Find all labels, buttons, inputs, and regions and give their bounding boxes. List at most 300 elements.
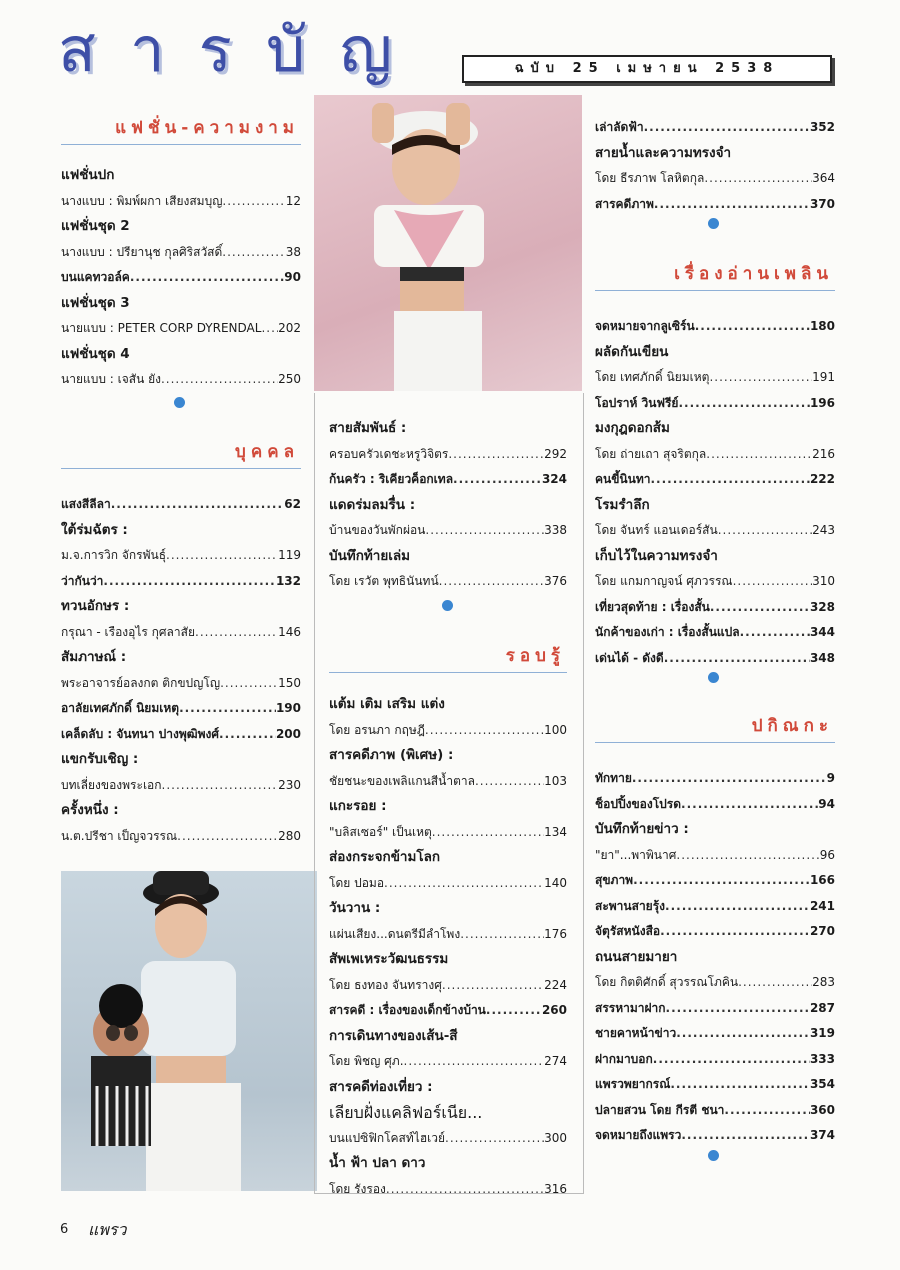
toc-entry xyxy=(595,843,835,869)
dot-leader xyxy=(386,1177,544,1203)
section-header-people xyxy=(61,436,301,469)
toc-entry xyxy=(329,518,567,544)
toc-entry xyxy=(595,569,835,595)
toc-entry-title: โดย รังรอง xyxy=(329,1181,386,1196)
toc-heading xyxy=(61,214,301,240)
section-header-fashion xyxy=(61,112,301,145)
toc-page-number: 100 xyxy=(544,722,567,737)
toc-entry-title: แพรวพยากรณ์ xyxy=(595,1077,671,1091)
page-title: สารบัญ xyxy=(58,13,427,86)
toc-entry-title: โดย ถ่ายเถา สุจริตกุล xyxy=(595,446,707,461)
toc-heading xyxy=(595,544,835,570)
dot-leader xyxy=(738,970,812,996)
toc-entry-title: เลียบฝั่งแคลิฟอร์เนีย... xyxy=(329,1103,483,1122)
toc-entry-title: โดย อรนภา กฤษฎี xyxy=(329,722,425,737)
dot-leader xyxy=(654,192,810,218)
bullet-dot xyxy=(708,672,719,683)
toc-heading xyxy=(329,794,567,820)
toc-page-number: 354 xyxy=(809,1077,835,1091)
toc-heading xyxy=(595,766,835,792)
toc-entry xyxy=(329,1126,567,1152)
toc-entry xyxy=(329,442,567,468)
toc-entry-title: โดย จันทร์ แอนเดอร์สัน xyxy=(595,523,718,537)
toc-page-number: 190 xyxy=(275,701,301,715)
toc-page-number: 344 xyxy=(809,625,835,639)
toc-entry-title: สะพานสายรุ้ง xyxy=(595,898,666,913)
toc-entry-title: ครอบครัวเดชะหรูวิจิตร xyxy=(329,446,449,461)
toc-heading xyxy=(61,265,301,291)
toc-heading xyxy=(61,722,301,748)
section-header-knowledge xyxy=(329,640,567,673)
dot-leader xyxy=(130,265,284,291)
dot-leader xyxy=(432,820,544,846)
toc-entry xyxy=(61,773,301,799)
toc-heading xyxy=(61,798,301,824)
toc-entry-title: เล่าลัดฟ้า xyxy=(595,120,644,134)
toc-page-number: 216 xyxy=(812,446,835,461)
dot-leader xyxy=(222,240,285,266)
toc-heading xyxy=(595,868,835,894)
toc-entry xyxy=(595,166,835,192)
toc-entry-title: บันทึกท้ายเล่ม xyxy=(329,547,411,564)
dot-leader xyxy=(632,766,827,792)
toc-entry-title: การเดินทางของเส้น-สี xyxy=(329,1027,458,1044)
section-header-stories xyxy=(595,258,835,291)
toc-page-number: 280 xyxy=(278,828,301,843)
toc-entry-title: "ยา"...พาพินาศ xyxy=(595,847,677,862)
dot-leader xyxy=(676,1021,810,1047)
toc-page-number: 370 xyxy=(809,196,835,211)
toc-page-number: 94 xyxy=(818,796,835,811)
dot-leader xyxy=(681,792,818,818)
toc-entry-title: สารคดีภาพ xyxy=(595,196,654,211)
toc-entry-title: โดย ธงทอง จันทรางศุ xyxy=(329,977,442,992)
toc-entry xyxy=(329,1100,567,1126)
toc-entry-title: นายแบบ : เจสัน ยัง xyxy=(61,372,161,386)
toc-entry-title: โดย กิตติศักดิ์ สุวรรณโภคิน xyxy=(595,975,739,989)
toc-page-number: 292 xyxy=(544,446,567,461)
toc-heading xyxy=(329,743,567,769)
toc-entry-title: สายสัมพันธ์ : xyxy=(329,420,407,436)
toc-entry-title: สายน้ำและความทรงจำ xyxy=(595,144,732,161)
toc-entry-title: จดหมายจากลูเซิร์น xyxy=(595,319,695,333)
toc-entry-title: นางแบบ : พิมพ์ผกา เสียงสมบุญ xyxy=(61,193,223,208)
toc-entry-title: แสงสีลีลา xyxy=(61,497,111,511)
toc-entry-title: ชัยชนะของเพลิแกนสีน้ำตาล xyxy=(329,773,475,788)
dot-leader xyxy=(651,467,810,493)
dot-leader xyxy=(453,467,542,493)
toc-heading xyxy=(595,1021,835,1047)
toc-page-number: 374 xyxy=(809,1128,835,1142)
model-doll-illustration xyxy=(61,871,317,1191)
toc-heading xyxy=(61,492,301,518)
dot-leader xyxy=(220,671,278,697)
toc-page-number: 333 xyxy=(809,1051,835,1066)
toc-entry-title: จัตุรัสหนังสือ xyxy=(595,924,661,938)
dot-leader xyxy=(653,1047,810,1073)
toc-page-number: 62 xyxy=(284,497,301,511)
toc-page-number: 230 xyxy=(278,777,301,792)
toc-entry xyxy=(329,820,567,846)
dot-leader xyxy=(162,773,279,799)
toc-entry-title: ปลายสวน โดย กีรตี ชนา xyxy=(595,1102,725,1117)
dot-leader xyxy=(179,696,276,722)
toc-heading xyxy=(329,467,567,493)
toc-list-right-top xyxy=(595,115,835,217)
toc-entry-title: โรมรำลึก xyxy=(595,496,650,513)
toc-entry-title: บ้านของวันพักผ่อน xyxy=(329,523,426,537)
dot-leader xyxy=(633,868,810,894)
toc-heading xyxy=(61,594,301,620)
toc-entry-title: สัพเพเหระวัฒนธรรม xyxy=(329,951,449,967)
toc-entry-title: ทวนอักษร : xyxy=(61,598,130,614)
toc-page-number: 134 xyxy=(544,824,567,839)
dot-leader xyxy=(724,1098,810,1124)
toc-entry-title: บทเลี่ยงของพระเอก xyxy=(61,777,162,792)
dot-leader xyxy=(710,595,810,621)
toc-entry-title: โอปราห์ วินฟรีย์ xyxy=(595,395,679,410)
toc-heading xyxy=(329,493,567,519)
toc-page-number: 352 xyxy=(809,120,835,134)
toc-page-number: 38 xyxy=(285,244,301,259)
dot-leader xyxy=(161,367,278,393)
toc-page-number: 196 xyxy=(809,395,835,410)
toc-page-number: 146 xyxy=(278,624,301,639)
toc-page-number: 90 xyxy=(284,270,301,284)
toc-entry-title: แต้ม เติม เสริม แต่ง xyxy=(329,696,445,712)
toc-heading xyxy=(595,919,835,945)
toc-page-number: 360 xyxy=(809,1102,835,1117)
toc-entry-title: นายแบบ : PETER CORP DYRENDAL xyxy=(61,321,262,335)
section-title-stories: เรื่องอ่านเพลิน xyxy=(674,264,833,284)
toc-entry xyxy=(61,543,301,569)
toc-page-number: 12 xyxy=(285,193,301,208)
toc-entry xyxy=(329,569,567,595)
toc-entry-title: ว่ากันว่า xyxy=(61,573,104,588)
toc-heading xyxy=(595,945,835,971)
toc-entry xyxy=(61,824,301,850)
dot-leader xyxy=(425,518,544,544)
dot-leader xyxy=(706,442,812,468)
model-cap-illustration xyxy=(314,95,582,391)
toc-heading xyxy=(595,391,835,417)
toc-entry xyxy=(329,769,567,795)
toc-page-number: 376 xyxy=(544,574,567,588)
toc-page-number: 270 xyxy=(809,924,835,938)
toc-page-number: 243 xyxy=(812,523,835,537)
toc-entry-title: ม.จ.การวิก จักรพันธุ์ xyxy=(61,548,167,562)
toc-entry-title: น้ำ ฟ้า ปลา ดาว xyxy=(329,1155,426,1171)
dot-leader xyxy=(704,166,812,192)
toc-heading xyxy=(329,1075,567,1101)
toc-heading xyxy=(595,620,835,646)
toc-entry-title: เคล็ดลับ : จันทนา ปางพุฒิพงศ์ xyxy=(61,726,220,741)
toc-heading xyxy=(595,141,835,167)
footer-magazine-logo: แพรว xyxy=(88,1220,127,1239)
toc-page-number: 96 xyxy=(819,847,835,862)
toc-entry-title: สุขภาพ xyxy=(595,873,634,887)
dot-leader xyxy=(442,973,544,999)
toc-list-misc xyxy=(595,766,835,1149)
toc-entry xyxy=(595,970,835,996)
toc-entry-title: แฟชั่นชุด 2 xyxy=(61,218,130,234)
toc-entry-title: แดดร่มลมรื่น : xyxy=(329,496,416,513)
toc-page-number: 119 xyxy=(278,548,301,562)
bullet-dot xyxy=(708,1150,719,1161)
toc-entry-title: ฝากมาบอก xyxy=(595,1051,653,1066)
bullet-dot xyxy=(174,397,185,408)
toc-heading xyxy=(329,896,567,922)
toc-page-number: 9 xyxy=(826,771,835,785)
toc-entry-title: สารคดี : เรื่องของเด็กข้างบ้าน xyxy=(329,1003,486,1017)
toc-entry-title: ถนนสายมายา xyxy=(595,948,678,965)
toc-entry-title: ก้นครัว : ริเคียวค็อกเทล xyxy=(329,472,454,486)
toc-entry-title: ทักทาย xyxy=(595,771,632,785)
toc-heading xyxy=(329,1151,567,1177)
toc-entry-title: "บลิสเซอร์" เป็นเหตุ xyxy=(329,824,432,839)
toc-heading xyxy=(329,1024,567,1050)
toc-heading xyxy=(595,192,835,218)
toc-page-number: 319 xyxy=(809,1026,835,1040)
toc-entry-title: โดย ธีรภาพ โลหิตกุล xyxy=(595,171,705,185)
toc-entry-title: สัมภาษณ์ : xyxy=(61,649,127,665)
bullet-dot xyxy=(708,218,719,229)
toc-entry-title: พระอาจารย์อลงกต ติกขปญโญ xyxy=(61,675,221,690)
toc-entry xyxy=(595,518,835,544)
toc-entry xyxy=(329,871,567,897)
toc-heading xyxy=(61,163,301,189)
toc-page-number: 191 xyxy=(812,370,835,384)
toc-page-number: 250 xyxy=(278,372,301,386)
toc-entry-title: กรุณา - เรืองอุไร กุศลาสัย xyxy=(61,624,195,639)
toc-list-people xyxy=(61,492,301,849)
toc-entry-title: น.ต.ปรีชา เป็ญจวรรณ xyxy=(61,828,178,843)
dot-leader xyxy=(660,919,810,945)
toc-page-number: 200 xyxy=(275,726,301,741)
toc-entry-title: โดย เทศภักดิ์ นิยมเหตุ xyxy=(595,370,710,384)
bullet-dot xyxy=(442,600,453,611)
toc-page-number: 274 xyxy=(544,1054,567,1068)
toc-entry-title: แฟชั่นชุด 4 xyxy=(61,345,130,362)
dot-leader xyxy=(644,115,810,141)
toc-heading xyxy=(329,544,567,570)
toc-entry-title: โดย แกมกาญจน์ ศุภวรรณ xyxy=(595,574,733,588)
toc-entry-title: อาลัยเทศภักดิ์ นิยมเหตุ xyxy=(61,701,180,715)
toc-entry-title: แกะรอย : xyxy=(329,798,387,814)
toc-entry-title: ช็อปปิ้งของโปรด xyxy=(595,796,682,811)
toc-entry xyxy=(61,240,301,266)
dot-leader xyxy=(445,1126,544,1152)
toc-entry xyxy=(61,671,301,697)
toc-entry-title: ผลัดกันเขียน xyxy=(595,343,669,360)
toc-entry xyxy=(329,973,567,999)
toc-entry-title: แฟชั่นชุด 3 xyxy=(61,294,130,311)
toc-entry-title: บนแปซิฟิกโคสท์ไฮเวย์ xyxy=(329,1130,446,1145)
toc-heading xyxy=(595,493,835,519)
toc-heading xyxy=(61,645,301,671)
toc-heading xyxy=(595,467,835,493)
section-title-people: บุคคล xyxy=(235,442,299,462)
dot-leader xyxy=(718,518,812,544)
toc-page-number: 140 xyxy=(544,875,567,890)
toc-entry-title: ชายคาหน้าข่าว xyxy=(595,1026,677,1040)
toc-heading xyxy=(61,747,301,773)
toc-heading xyxy=(329,692,567,718)
toc-entry-title: เก็บไว้ในความทรงจำ xyxy=(595,547,718,564)
toc-entry xyxy=(61,620,301,646)
toc-entry xyxy=(595,365,835,391)
toc-entry-title: แผ่นเสียง...ดนตรีมีลำโพง xyxy=(329,926,461,941)
dot-leader xyxy=(475,769,544,795)
dot-leader xyxy=(222,189,285,215)
section-title-fashion: แฟชั่น-ความงาม xyxy=(115,118,299,138)
toc-heading xyxy=(61,342,301,368)
toc-heading xyxy=(61,518,301,544)
toc-entry-title: แฟชั่นปก xyxy=(61,167,115,183)
toc-list-middle-top xyxy=(329,416,567,595)
toc-page-number: 283 xyxy=(812,975,835,989)
photo-model-with-cap xyxy=(314,95,582,391)
dot-leader xyxy=(425,718,544,744)
toc-page-number: 324 xyxy=(541,472,567,486)
section-header-misc xyxy=(595,710,835,743)
toc-page-number: 338 xyxy=(544,523,567,537)
toc-entry xyxy=(61,316,301,342)
toc-heading xyxy=(595,314,835,340)
toc-heading xyxy=(595,1047,835,1073)
toc-page-number: 348 xyxy=(809,650,835,665)
toc-entry xyxy=(329,1049,567,1075)
toc-entry xyxy=(329,922,567,948)
toc-page-number: 166 xyxy=(809,873,835,887)
toc-entry-title: เที่ยวสุดท้าย : เรื่องสั้น xyxy=(595,599,710,614)
toc-page-number: 180 xyxy=(809,319,835,333)
toc-entry xyxy=(329,718,567,744)
toc-page-number: 300 xyxy=(544,1130,567,1145)
toc-entry-title: นางแบบ : ปรียานุช กุลศิริสวัสดิ์ xyxy=(61,244,223,259)
toc-list-knowledge xyxy=(329,692,567,1202)
toc-heading xyxy=(595,340,835,366)
dot-leader xyxy=(665,894,810,920)
dot-leader xyxy=(664,646,810,672)
toc-page-number: 224 xyxy=(544,977,567,992)
toc-page-number: 202 xyxy=(278,321,301,335)
toc-heading xyxy=(595,1072,835,1098)
toc-entry-title: ครั้งหนึ่ง : xyxy=(61,802,119,818)
toc-entry xyxy=(329,1177,567,1203)
dot-leader xyxy=(219,722,276,748)
toc-entry-title: สรรหามาฝาก xyxy=(595,1000,666,1015)
photo-model-with-doll xyxy=(61,871,317,1191)
toc-entry-title: โดย เรวัต พุทธินันทน์ xyxy=(329,574,439,588)
issue-date-box: ฉบับ 25 เมษายน 2538 xyxy=(462,55,832,83)
toc-entry-title: จดหมายถึงแพรว xyxy=(595,1128,682,1142)
dot-leader xyxy=(384,871,544,897)
toc-entry xyxy=(61,189,301,215)
toc-entry-title: ส่องกระจกข้ามโลก xyxy=(329,849,441,865)
dot-leader xyxy=(111,492,285,518)
dot-leader xyxy=(177,824,278,850)
toc-entry-title: วันวาน : xyxy=(329,900,381,916)
toc-entry-title: สารคดีท่องเที่ยว : xyxy=(329,1078,433,1095)
toc-heading xyxy=(61,569,301,595)
dot-leader xyxy=(486,998,542,1024)
section-title-knowledge: รอบรู้ xyxy=(505,646,565,666)
toc-heading xyxy=(329,845,567,871)
toc-list-stories xyxy=(595,314,835,671)
toc-entry-title: นักค้าของเก่า : เรื่องสั้นแปล xyxy=(595,625,740,639)
toc-entry-title: คนขี้นินทา xyxy=(595,472,651,486)
toc-heading xyxy=(595,595,835,621)
toc-list-fashion xyxy=(61,163,301,393)
toc-page-number: 176 xyxy=(544,926,567,941)
toc-page-number: 150 xyxy=(278,675,301,690)
toc-heading xyxy=(595,646,835,672)
dot-leader xyxy=(404,1049,545,1075)
toc-heading xyxy=(329,947,567,973)
dot-leader xyxy=(681,1123,810,1149)
toc-entry-title: บนแคทวอล์ค xyxy=(61,270,130,284)
toc-entry-title: เด่นได้ - ดังดี xyxy=(595,650,664,665)
toc-heading xyxy=(329,998,567,1024)
toc-entry-title: โดย พิชญ ศุภ. xyxy=(329,1054,404,1068)
dot-leader xyxy=(740,620,810,646)
toc-heading xyxy=(595,115,835,141)
toc-entry-title: ใต้ร่มฉัตร : xyxy=(61,521,128,538)
toc-heading xyxy=(595,817,835,843)
toc-entry-title: แขกรับเชิญ : xyxy=(61,751,139,767)
dot-leader xyxy=(195,620,278,646)
toc-entry xyxy=(595,442,835,468)
toc-heading xyxy=(595,996,835,1022)
toc-entry-title: สารคดีภาพ (พิเศษ) : xyxy=(329,747,454,763)
toc-page-number: 316 xyxy=(544,1181,567,1196)
toc-page-number: 310 xyxy=(812,574,835,588)
dot-leader xyxy=(448,442,544,468)
toc-page-number: 241 xyxy=(809,898,835,913)
dot-leader xyxy=(695,314,810,340)
toc-entry-title: โดย ปอมอ xyxy=(329,875,385,890)
toc-heading xyxy=(595,1098,835,1124)
dot-leader xyxy=(670,1072,810,1098)
toc-entry-title: บันทึกท้ายข่าว : xyxy=(595,821,689,837)
dot-leader xyxy=(709,365,812,391)
toc-heading xyxy=(329,416,567,442)
dot-leader xyxy=(103,569,276,595)
dot-leader xyxy=(439,569,544,595)
dot-leader xyxy=(261,316,278,342)
toc-heading xyxy=(61,696,301,722)
dot-leader xyxy=(460,922,544,948)
dot-leader xyxy=(666,996,810,1022)
dot-leader xyxy=(733,569,813,595)
dot-leader xyxy=(676,843,819,869)
toc-page-number: 328 xyxy=(809,599,835,614)
toc-page-number: 287 xyxy=(809,1000,835,1015)
toc-heading xyxy=(595,1123,835,1149)
toc-entry-title: มงกุฎดอกส้ม xyxy=(595,420,670,436)
dot-leader xyxy=(166,543,278,569)
toc-page-number: 222 xyxy=(809,472,835,486)
toc-heading xyxy=(61,291,301,317)
toc-page-number: 103 xyxy=(544,773,567,788)
toc-heading xyxy=(595,416,835,442)
toc-page-number: 364 xyxy=(812,171,835,185)
toc-heading xyxy=(595,792,835,818)
dot-leader xyxy=(678,391,809,417)
footer-page-number: 6 xyxy=(60,1222,69,1237)
toc-heading xyxy=(595,894,835,920)
